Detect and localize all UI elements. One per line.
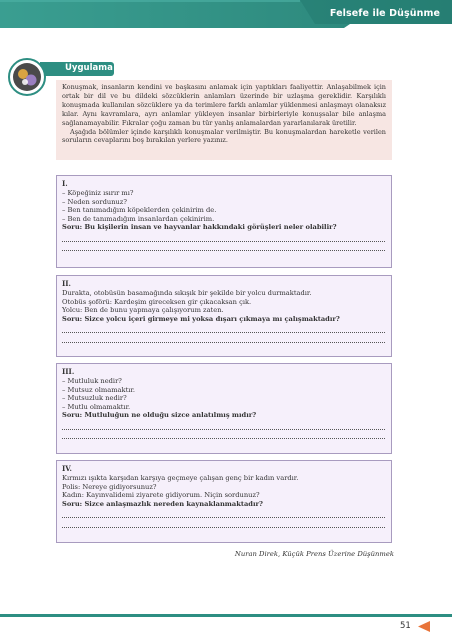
dialogue-panel-4 — [56, 460, 392, 543]
dialogue-line: Otobüs şoförü: Kardeşim gireceksen gir çıkacaksan çık. — [62, 297, 252, 306]
arrow-left-icon — [418, 621, 430, 632]
answer-line[interactable] — [62, 333, 385, 342]
dialogue-panel-1 — [56, 175, 392, 268]
question: Soru: Sizce yolcu içeri girmeye mi yoksa dışarı çıkmaya mı çalışmaktadır? — [62, 314, 340, 323]
question: Soru: Sizce anlaşmazlık nereden kaynaklanmaktadır? — [62, 499, 263, 508]
intro-paragraph-1: Konuşmak, insanların kendini ve başkasını anlamak için yaptıkları faaliyettir. Anlaşabilmek için ortak bir dil ve bu dildeki sözcüklerin anlamları üzerinde bir uzlaşma gereklidir. Karşılıklı konuşmada kullanılan sözcüklere ya da terimlere farklı anlamlar yüklenmesi anlaşmayı olanaksız kılar. Aynı kavramlara, ayrı anlamlar yükleyen insanlar birbirleriyle konuşsalar bile anlaşma sağlanamayabilir. Fıkralar çoğu zaman bu tür yanlış anlamalardan yararlanılarak üretilir. — [62, 83, 386, 127]
dialogue-panel-2 — [56, 275, 392, 357]
answer-line[interactable] — [62, 242, 385, 251]
answer-line[interactable] — [62, 420, 385, 429]
answer-line[interactable] — [62, 232, 385, 241]
dialogue-line: Durakta, otobüsün basamağında sıkışık bir şekilde bir yolcu durmaktadır. — [62, 289, 312, 297]
intro-paragraph-2: Aşağıda bölümler içinde karşılıklı konuşmalar verilmiştir. Bu konuşmalardan hareketle verilen soruların cevaplarını boş bırakılan yerlere yazınız. — [62, 127, 386, 145]
dialogue-line: – Mutsuzluk nedir? — [62, 394, 127, 403]
source-citation: Nuran Direk, Küçük Prens Üzerine Düşünmek — [234, 550, 394, 558]
badge-label: Uygulama — [65, 63, 113, 73]
section-number: II. — [62, 279, 71, 288]
page-number: 51 — [400, 621, 411, 631]
section-number: IV. — [62, 464, 72, 473]
dialogue-line: – Neden sordunuz? — [62, 197, 127, 206]
footer-rule — [0, 614, 452, 617]
dialogue-line: Kırmızı ışıkta karşıdan karşıya geçmeye çalışan genç bir kadın vardır. — [62, 474, 299, 482]
dialogue-line: – Mutsuz olmamaktır. — [62, 385, 135, 394]
answer-line[interactable] — [62, 509, 385, 518]
question: Soru: Mutluluğun ne olduğu sizce anlatılmış mıdır? — [62, 411, 257, 420]
section-number: III. — [62, 367, 75, 376]
dialogue-line: Polis: Nereye gidiyorsunuz? — [62, 482, 157, 491]
dialogue-line: Kadın: Kayınvalidemi ziyarete gidiyorum. Niçin sordunuz? — [62, 491, 260, 500]
intro-box — [56, 80, 392, 160]
dialogue-line: – Ben tanımadığım köpeklerden çekinirim de. — [62, 206, 217, 215]
dialogue-line: – Ben de tanımadığım insanlardan çekinirim. — [62, 214, 215, 223]
activity-icon — [8, 58, 46, 96]
answer-line[interactable] — [62, 518, 385, 527]
header-banner — [0, 0, 452, 28]
dialogue-line: – Mutluluk nedir? — [62, 377, 122, 385]
dialogue-line: – Mutlu olmamaktır. — [62, 402, 131, 411]
answer-line[interactable] — [62, 324, 385, 333]
answer-line[interactable] — [62, 430, 385, 439]
section-number: I. — [62, 179, 68, 188]
question: Soru: Bu kişilerin insan ve hayvanlar hakkındaki görüşleri neler olabilir? — [62, 223, 337, 232]
dialogue-panel-3 — [56, 363, 392, 454]
dialogue-line: – Köpeğiniz ısırır mı? — [62, 189, 134, 197]
dialogue-line: Yolcu: Ben de bunu yapmaya çalışıyorum zaten. — [62, 306, 224, 315]
section-title: Felsefe ile Düşünme — [329, 8, 440, 19]
